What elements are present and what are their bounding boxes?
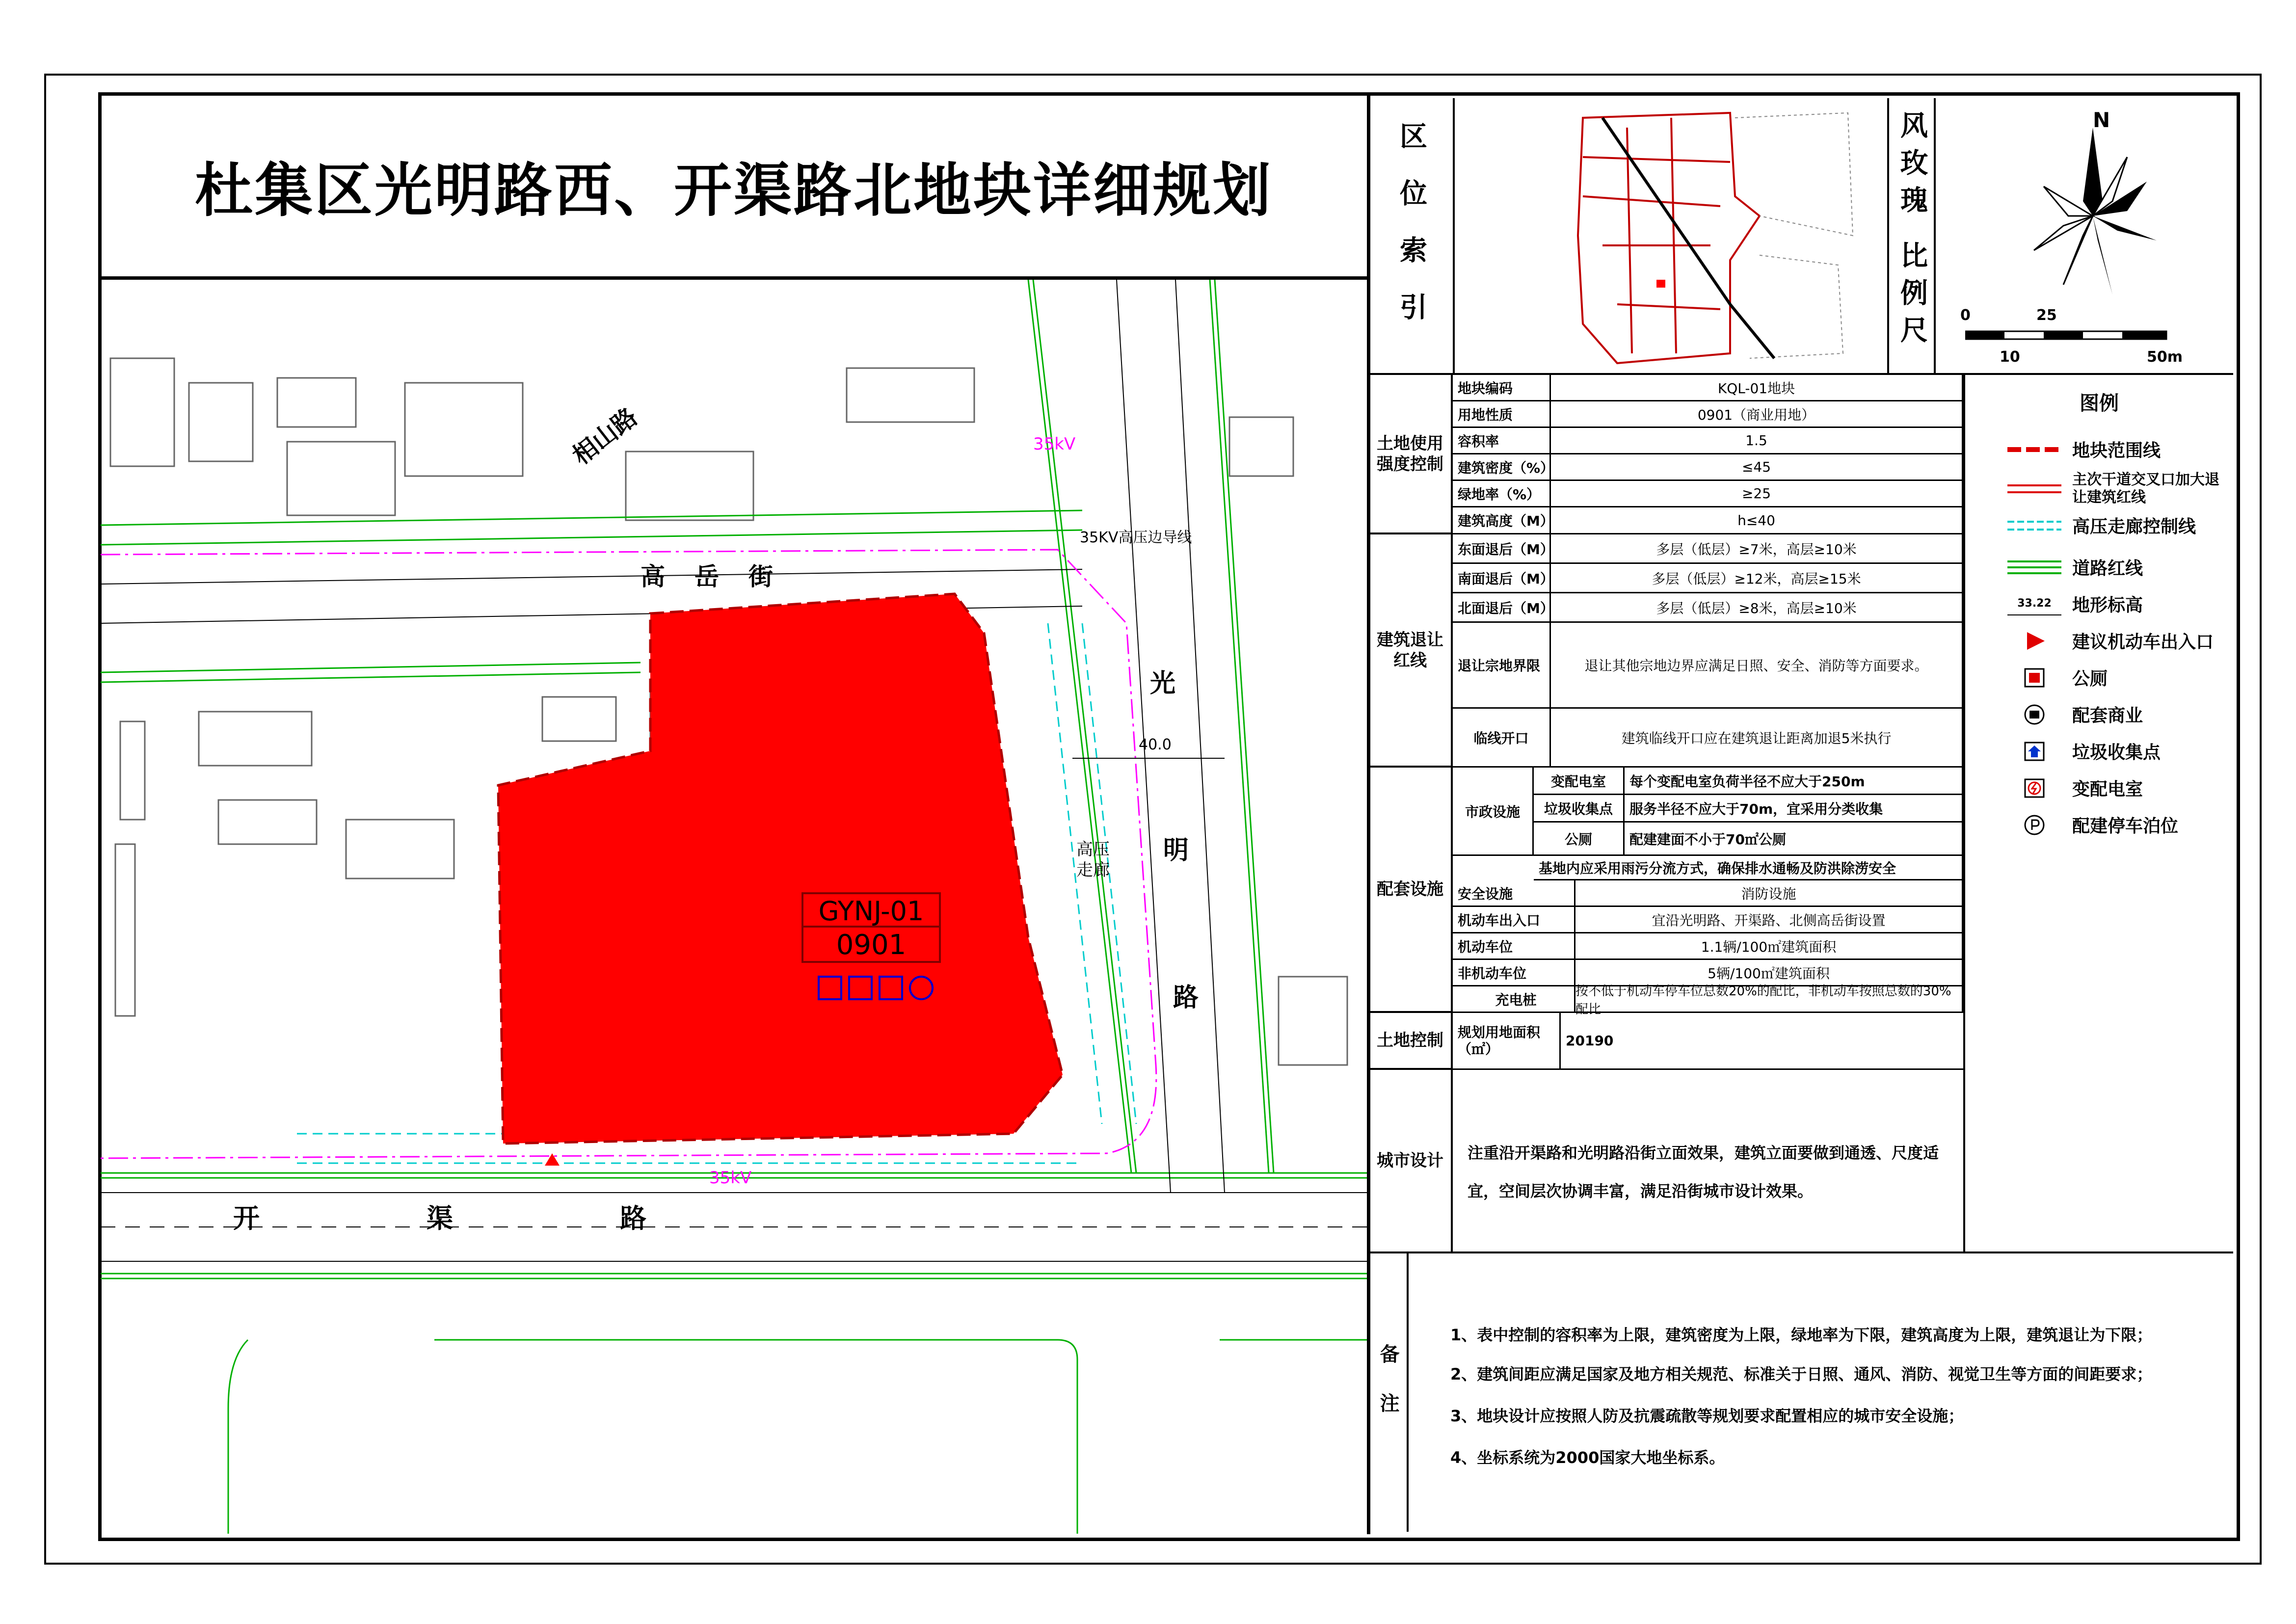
intersection-redline-icon [2007, 478, 2061, 500]
hv-label: 35KV高压边导线 [1080, 529, 1192, 546]
location-index-header: 区位索引 [1369, 98, 1455, 373]
location-index-map [1455, 98, 1889, 373]
road-name-east-2: 明 [1163, 836, 1189, 865]
legend-item: 地块范围线 [2007, 437, 2161, 462]
road-width: 40.0 [1139, 736, 1172, 753]
note-item: 4、坐标系统为2000国家大地坐标系。 [1450, 1448, 1725, 1467]
legend-item: 变配电室 [2007, 775, 2143, 800]
facilities-section: 配套设施 [1369, 768, 1453, 1013]
corridor-label: 高压 走廊 [1076, 840, 1110, 880]
plot-area [498, 594, 1063, 1144]
legend-item: 配套商业 [2007, 702, 2143, 727]
toilet-icon [2007, 667, 2061, 689]
hv-corridor-icon [2007, 515, 2061, 536]
garbage-icon [2007, 741, 2061, 762]
hv-short-label-south: 35kV [709, 1168, 752, 1188]
legend-item: 垃圾收集点 [2007, 739, 2161, 764]
parking-icon [2007, 814, 2061, 836]
road-name-xiangshan: 相山路 [567, 402, 643, 471]
scale-bar [1965, 326, 2201, 346]
road-redline-icon [2007, 557, 2061, 578]
road-name-north: 高岳街 [641, 562, 802, 591]
boundary-line-icon [2007, 439, 2061, 460]
north-label: N [2093, 108, 2110, 132]
site-map [101, 280, 1367, 1534]
vehicle-entrance-icon [545, 1153, 560, 1166]
vehicle-entrance-icon [2007, 630, 2061, 652]
wind-rose-icon [2000, 128, 2186, 304]
note-item: 2、建筑间距应满足国家及地方相关规范、标准关于日照、通风、消防、视觉卫生等方面的间距要求； [1450, 1365, 2153, 1384]
note-item: 1、表中控制的容积率为上限，建筑密度为上限，绿地率为下限，建筑高度为上限，建筑退让为下限； [1450, 1326, 2153, 1344]
substation-icon [2007, 777, 2061, 799]
commercial-icon [2007, 704, 2061, 725]
land-control-label: 规划用地面积（㎡） [1453, 1013, 1561, 1070]
legend-item: 主次干道交叉口加大退让建筑红线 [2007, 471, 2223, 506]
land-control-section: 土地控制 [1369, 1013, 1453, 1070]
map-drawing [101, 280, 1367, 1534]
elevation-icon: 33.22 [2007, 593, 2061, 615]
land-use-section: 土地使用强度控制 [1369, 375, 1453, 534]
page-title: 杜集区光明路西、开渠路北地块详细规划 [101, 95, 1367, 280]
setback-section: 建筑退让红线 [1369, 534, 1453, 768]
hv-short-label: 35kV [1033, 434, 1076, 454]
notes-section: 备注 [1369, 1253, 1409, 1532]
urban-design-text: 注重沿开渠路和光明路沿街立面效果，建筑立面要做到通透、尺度适宜，空间层次协调丰富，满足沿街城市设计效果。 [1468, 1144, 1939, 1200]
road-name-east-1: 光 [1150, 669, 1176, 698]
legend-title: 图例 [2080, 392, 2119, 415]
legend-item: 高压走廊控制线 [2007, 513, 2196, 538]
legend-item: 配建停车泊位 [2007, 812, 2178, 837]
legend-item: 道路红线 [2007, 555, 2143, 580]
legend-item: 建议机动车出入口 [2007, 628, 2214, 653]
scale-header: 比例尺 [1896, 241, 1928, 353]
note-item: 3、地块设计应按照人防及抗震疏散等规划要求配置相应的城市安全设施； [1450, 1407, 1964, 1425]
wind-rose-area: N 0 25 10 50m [1934, 98, 2230, 373]
plot-code: GYNJ-01 [818, 896, 924, 927]
land-control-value: 20190 [1561, 1013, 1963, 1070]
legend-item: 33.22 地形标高 [2007, 591, 2143, 616]
road-name-east-3: 路 [1173, 983, 1199, 1012]
urban-design-section: 城市设计 [1369, 1070, 1453, 1251]
legend-item: 公厕 [2007, 665, 2108, 690]
plot-use: 0901 [836, 929, 907, 961]
wind-rose-header: 风玫瑰 [1896, 111, 1928, 223]
road-name-south: 开 渠 路 [233, 1203, 646, 1234]
